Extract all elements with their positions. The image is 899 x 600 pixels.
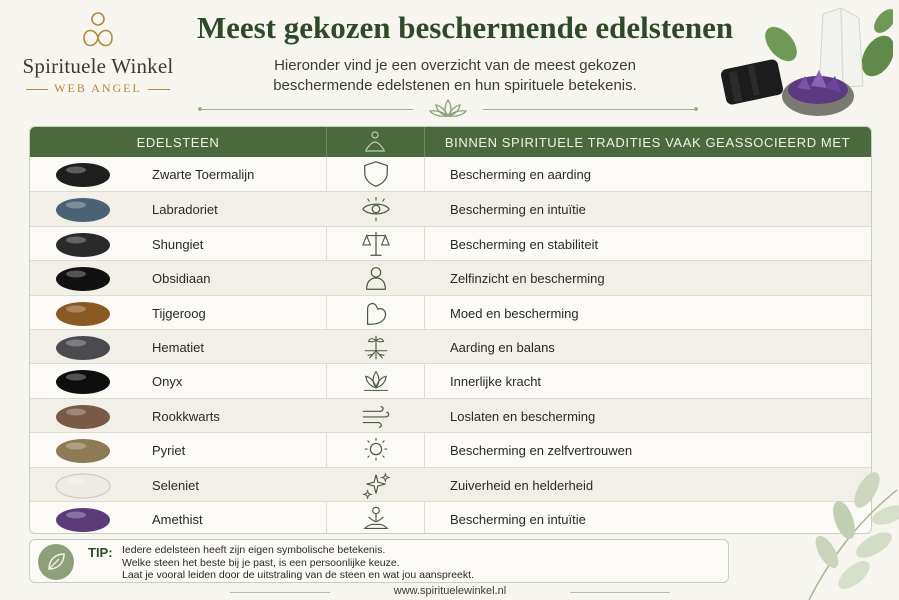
leaves-decoration [749, 460, 899, 600]
lotus-icon [358, 366, 394, 396]
table-row [30, 295, 871, 329]
eye-icon [358, 194, 394, 224]
header-divider [198, 99, 698, 119]
table-row [30, 157, 871, 191]
gemstone-name: Rookkwarts [152, 408, 220, 424]
column-header-stone: EDELSTEEN [136, 135, 220, 150]
gemstone-meaning: Zuiverheid en helderheid [450, 477, 594, 493]
footer-url-link[interactable]: www.spirituelewinkel.nl [393, 585, 507, 597]
lotus-person-logo-icon [78, 10, 118, 52]
roots-icon [358, 332, 394, 362]
leaf-icon [38, 544, 74, 580]
gemstone-image [52, 366, 114, 396]
gemstone-image [52, 194, 114, 224]
gemstone-meaning: Innerlijke kracht [450, 374, 542, 390]
gemstone-image [52, 159, 114, 189]
gemstone-image [52, 229, 114, 259]
gemstone-name: Hematiet [152, 339, 205, 355]
gemstone-meaning: Moed en bescherming [450, 305, 579, 321]
gemstone-meaning: Bescherming en stabiliteit [450, 236, 599, 252]
gemstone-image [52, 435, 114, 465]
gemstone-image [52, 332, 114, 362]
table-row [30, 329, 871, 363]
gemstone-name: Labradoriet [152, 202, 218, 218]
crystals-illustration [693, 6, 893, 124]
tip-line-3: Laat je vooral leiden door de uitstraling van de steen en wat jou aanspreekt. [122, 569, 474, 581]
sparkle-icon [358, 470, 394, 500]
table-row [30, 226, 871, 260]
tip-box [29, 539, 729, 583]
footer [230, 585, 670, 599]
gemstone-name: Zwarte Toermalijn [152, 167, 255, 182]
gemstone-name: Tijgeroog [152, 305, 206, 321]
gemstone-meaning: Bescherming en intuïtie [450, 202, 586, 218]
gemstone-name: Obsidiaan [152, 271, 211, 287]
table-row [30, 467, 871, 501]
page-subtitle [230, 56, 680, 96]
table-body [30, 157, 871, 534]
tip-label: TIP: [88, 545, 113, 560]
gemstone-meaning: Loslaten en bescherming [450, 408, 596, 424]
subtitle-line-2: beschermende edelstenen en hun spirituele betekenis. [273, 77, 637, 94]
gemstones-table [29, 126, 872, 534]
table-row [30, 191, 871, 225]
gemstone-meaning: Zelfinzicht en bescherming [450, 271, 605, 287]
meditation-icon [358, 504, 394, 534]
gemstone-meaning: Aarding en balans [450, 339, 555, 355]
sun-icon [358, 435, 394, 465]
gemstone-image [52, 470, 114, 500]
gemstone-meaning: Bescherming en aarding [450, 167, 591, 182]
page-title: Meest gekozen beschermende edelstenen [196, 10, 734, 45]
table-header [30, 127, 871, 157]
gemstone-name: Shungiet [152, 236, 204, 252]
subtitle-line-1: Hieronder vind je een overzicht van de meest gekozen [274, 57, 636, 74]
gemstone-meaning: Bescherming en intuïtie [450, 511, 586, 527]
shield-icon [358, 159, 394, 189]
brand-tagline: WEB ANGEL [54, 81, 142, 95]
gemstone-image [52, 401, 114, 431]
table-row [30, 432, 871, 466]
person-icon [358, 263, 394, 293]
gemstone-name: Seleniet [152, 477, 199, 493]
gemstone-meaning: Bescherming en zelfvertrouwen [450, 443, 633, 459]
column-header-meaning: BINNEN SPIRITUELE TRADITIES VAAK GEASSOCIEERD MET [444, 135, 851, 150]
brand-name: Spirituele Winkel [22, 54, 174, 78]
table-row [30, 501, 871, 534]
arm-strength-icon [358, 298, 394, 328]
gemstone-name: Pyriet [152, 443, 186, 459]
gemstone-image [52, 263, 114, 293]
tip-line-1: Iedere edelsteen heeft zijn eigen symbolische betekenis. [122, 544, 386, 556]
scales-icon [358, 229, 394, 259]
leaf-badge [38, 544, 74, 580]
table-row [30, 363, 871, 397]
brand-logo[interactable] [14, 10, 182, 100]
table-row [30, 260, 871, 294]
gemstone-image [52, 298, 114, 328]
meditation-header-icon [362, 130, 388, 154]
gemstone-name: Onyx [152, 374, 183, 390]
lotus-divider-icon [428, 97, 468, 119]
gemstone-image [52, 504, 114, 534]
wind-icon [358, 401, 394, 431]
table-row [30, 398, 871, 432]
tip-line-2: Welke steen het beste bij je past, is een persoonlijke keuze. [122, 556, 400, 569]
gemstone-name: Amethist [152, 511, 203, 527]
